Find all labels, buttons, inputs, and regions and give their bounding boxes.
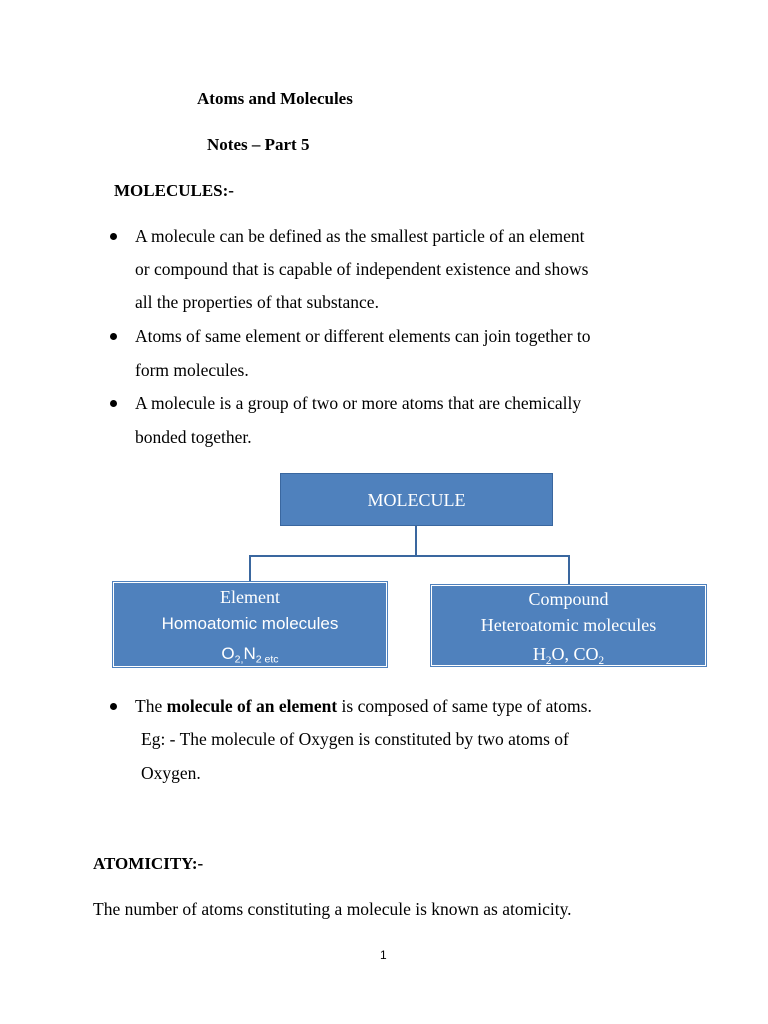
compound-formula: [432, 642, 705, 666]
bullet-dot: [110, 233, 117, 240]
bullet-line: all the properties of that substance.: [135, 292, 379, 312]
element-bullet-pre: The: [135, 696, 167, 716]
bullet-line: A molecule is a group of two or more atoms that are chemically: [135, 393, 582, 413]
bullet-dot: [110, 703, 117, 710]
element-bullet-line: [135, 690, 592, 724]
page-number: 1: [380, 948, 387, 962]
molecules-heading: MOLECULES:-: [114, 181, 234, 200]
element-label: Element: [220, 587, 280, 607]
element-box: [113, 582, 387, 667]
bullet-line: A molecule can be defined as the smallest particle of an element: [135, 226, 585, 246]
formula-n: N: [243, 644, 256, 663]
bullet-line: Atoms of same element or different elements can join together to: [135, 326, 591, 346]
atomicity-definition: The number of atoms constituting a molecule is known as atomicity.: [93, 899, 572, 919]
compound-sublabel: Heteroatomic molecules: [480, 615, 657, 635]
formula-h-sub: 2: [545, 654, 552, 667]
formula-o-sub: 2,: [234, 653, 244, 666]
bullet-dot: [110, 400, 117, 407]
bullet-line: form molecules.: [135, 360, 249, 380]
formula-co-sub: 2: [598, 654, 605, 667]
bullet-line: bonded together.: [135, 427, 252, 447]
formula-o: O: [221, 644, 235, 663]
diagram-connector: [415, 526, 417, 556]
element-bullet-post: is composed of same type of atoms.: [337, 696, 592, 716]
example-line: Eg: - The molecule of Oxygen is constituted by two atoms of: [141, 729, 569, 749]
formula-n-sub: 2 etc: [255, 653, 279, 666]
diagram-connector: [568, 555, 570, 584]
compound-box: [431, 585, 706, 666]
bullet-dot: [110, 333, 117, 340]
diagram-connector: [249, 555, 251, 582]
diagram-connector: [249, 555, 570, 557]
document-subtitle: Notes – Part 5: [207, 135, 310, 154]
document-title: Atoms and Molecules: [197, 89, 353, 108]
molecule-root-box: [280, 473, 553, 526]
element-sublabel: Homoatomic molecules: [161, 614, 339, 633]
formula-h: H: [532, 644, 546, 664]
atomicity-heading: ATOMICITY:-: [93, 854, 204, 873]
formula-rest: O, CO: [551, 644, 599, 664]
example-line: Oxygen.: [141, 763, 201, 783]
element-formula: [114, 642, 386, 666]
element-bullet-bold: molecule of an element: [166, 696, 338, 716]
compound-label: Compound: [528, 589, 609, 609]
bullet-line: or compound that is capable of independent existence and shows: [135, 259, 589, 279]
molecule-root-label: MOLECULE: [367, 490, 466, 510]
